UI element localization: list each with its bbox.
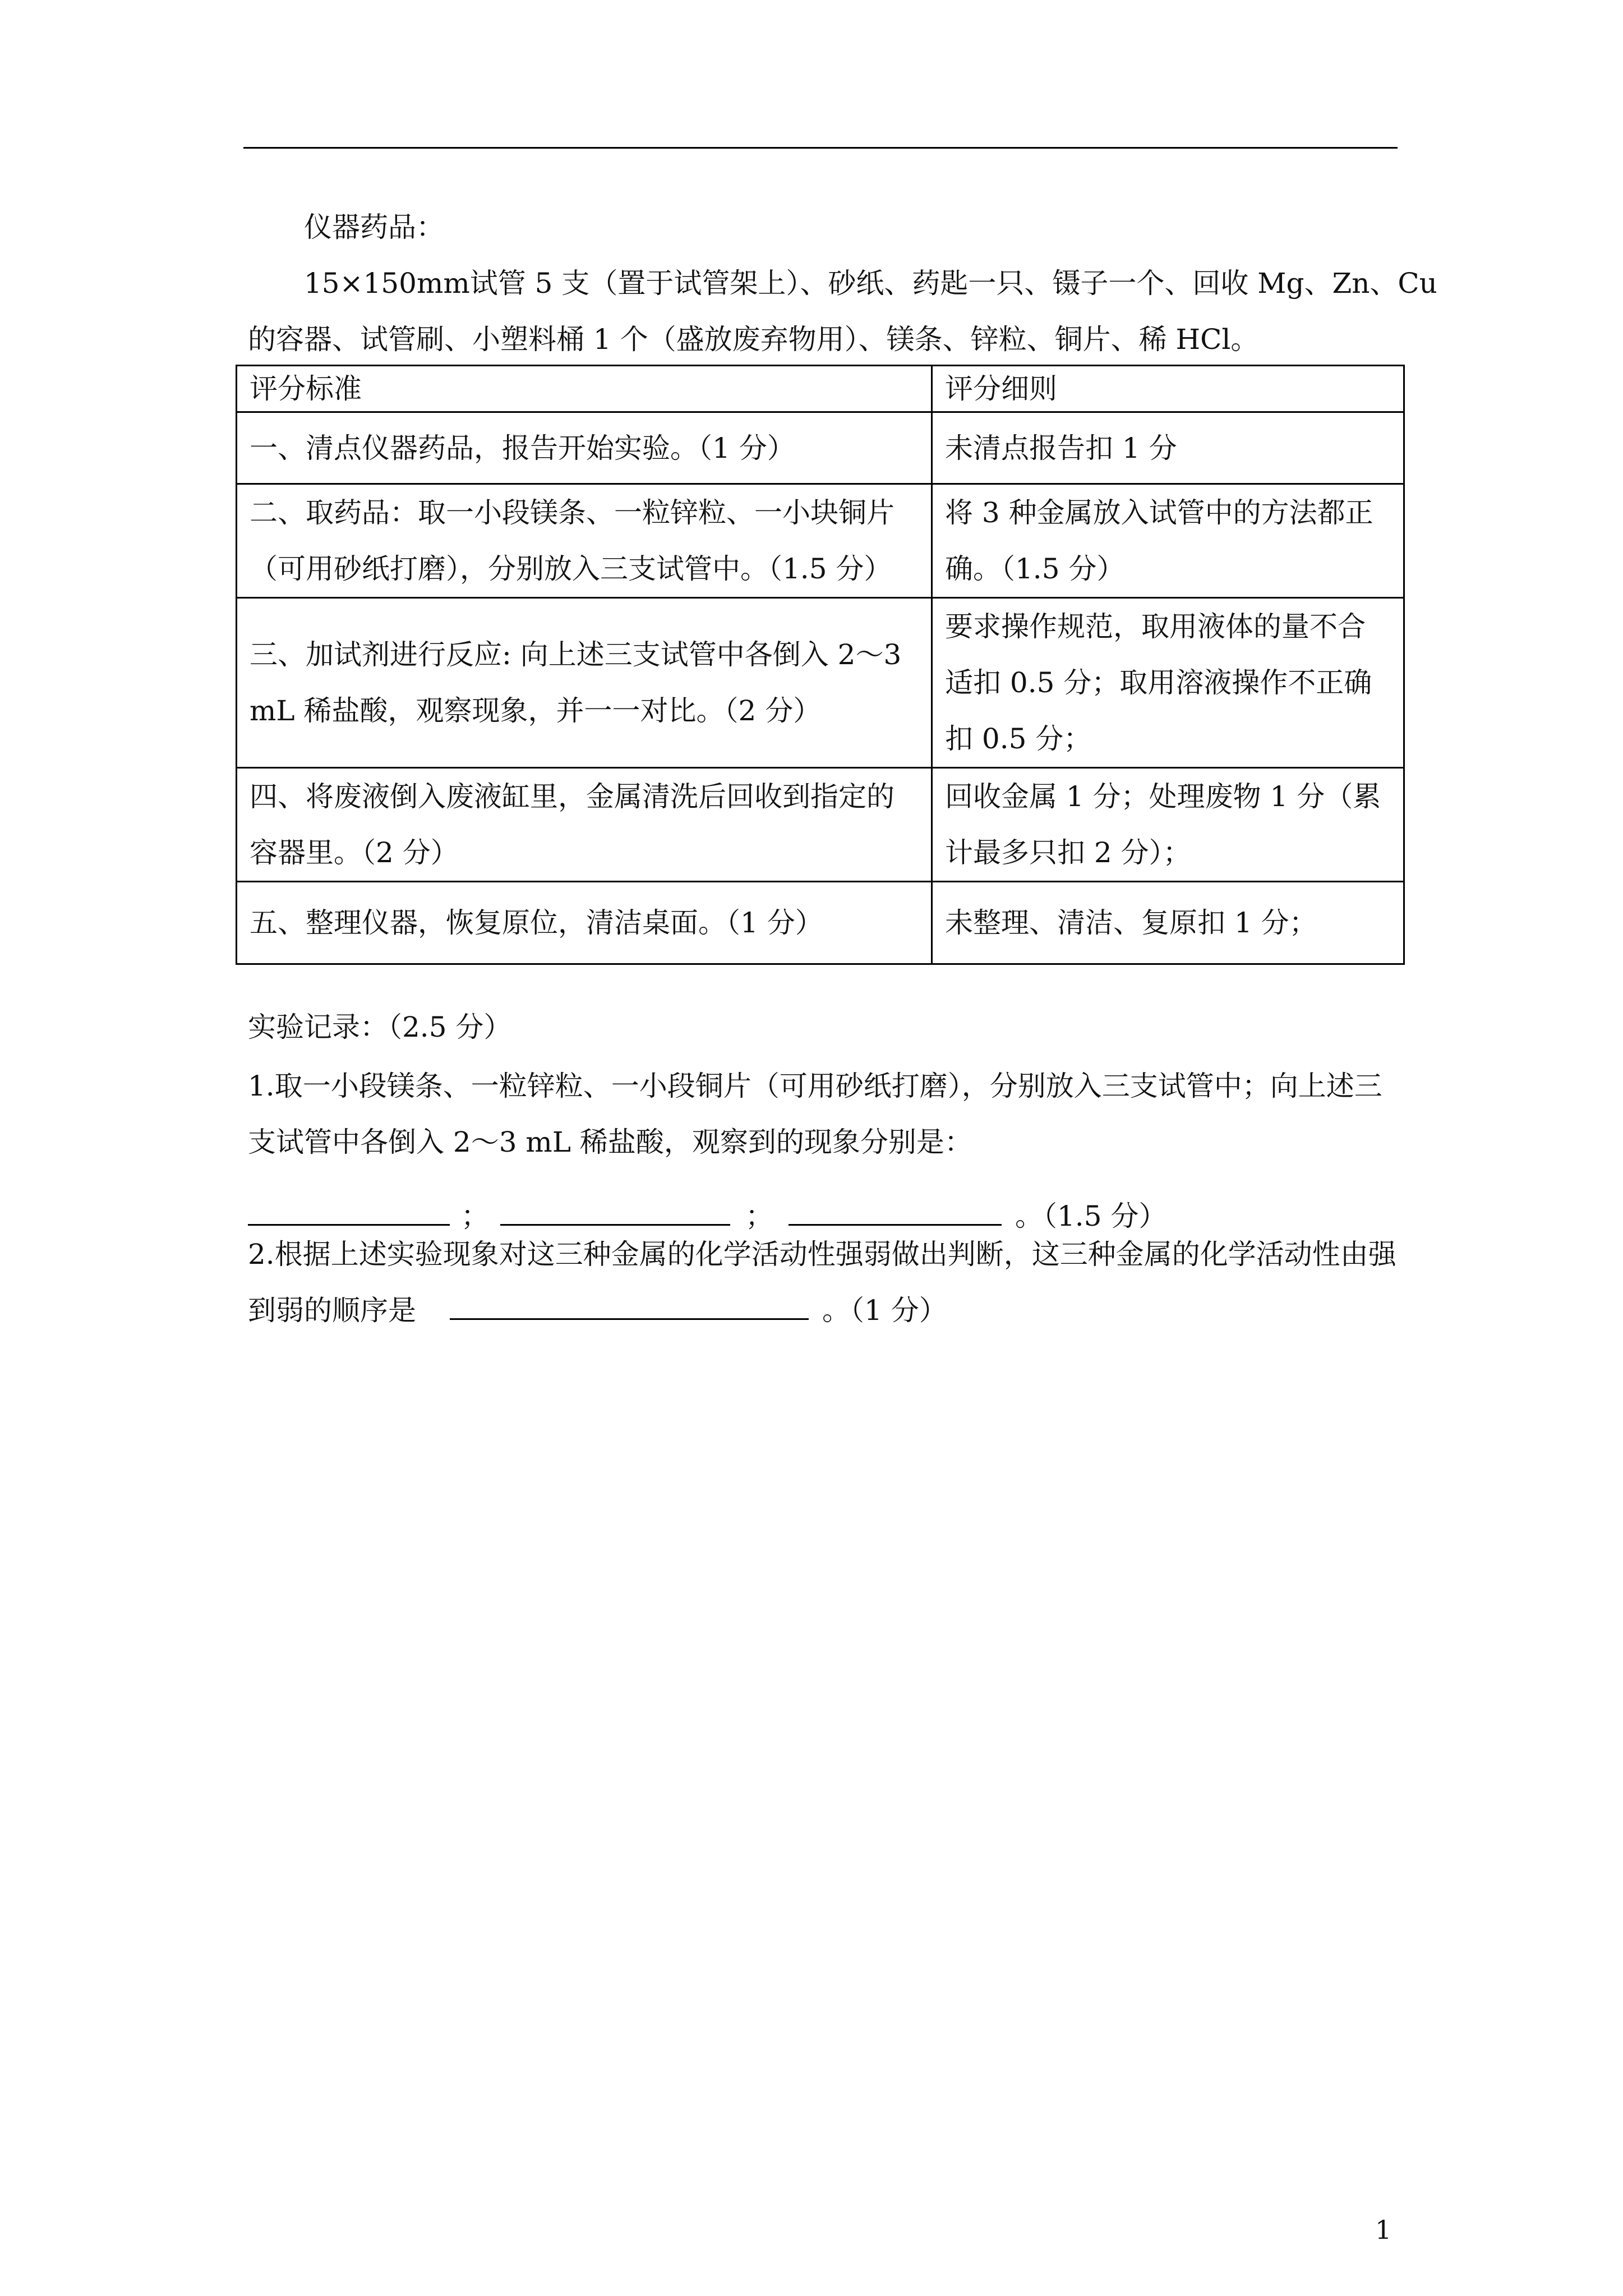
criterion-cell: 五、整理仪器，恢复原位，清洁桌面。（1 分） (237, 882, 932, 964)
criterion-cell: 四、将废液倒入废液缸里，金属清洗后回收到指定的容器里。（2 分） (237, 768, 932, 882)
table-row (237, 768, 1404, 882)
detail-cell: 未整理、清洁、复原扣 1 分； (932, 882, 1404, 964)
detail-cell: 未清点报告扣 1 分 (932, 412, 1404, 484)
detail-cell: 要求操作规范，取用液体的量不合适扣 0.5 分；取用溶液操作不正确扣 0.5 分； (932, 598, 1404, 768)
question-2-text: 2.根据上述实验现象对这三种金属的化学活动性强弱做出判断，这三种金属的化学活动性由强到弱的顺序是 (248, 1238, 1396, 1327)
answer-blank-4[interactable] (450, 1296, 809, 1320)
criterion-cell: 二、取药品：取一小段镁条、一粒锌粒、一小块铜片（可用砂纸打磨），分别放入三支试管中。（1.5 分） (237, 484, 932, 598)
answer-separator: ； (461, 1200, 489, 1232)
page-number: 1 (1375, 2215, 1392, 2245)
answer-blank-3[interactable] (789, 1202, 1002, 1226)
criterion-cell: 三、加试剂进行反应: 向上述三支试管中各倒入 2～3 mL 稀盐酸，观察现象，并一一对比。（2 分） (237, 598, 932, 768)
table-row (237, 484, 1404, 598)
table-row (237, 882, 1404, 964)
criterion-cell: 一、清点仪器药品，报告开始实验。（1 分） (237, 412, 932, 484)
question-2 (248, 1226, 1398, 1338)
header-details: 评分细则 (932, 366, 1404, 412)
detail-cell: 将 3 种金属放入试管中的方法都正确。（1.5 分） (932, 484, 1404, 598)
answer-blank-2[interactable] (500, 1202, 730, 1226)
materials-line-1: 15×150mm试管 5 支（置于试管架上）、砂纸、药匙一只、镊子一个、回收 Mg、Zn、Cu (304, 267, 1437, 300)
record-heading: 实验记录：（2.5 分） (248, 1011, 512, 1043)
header-criteria: 评分标准 (237, 366, 932, 412)
table-row (237, 412, 1404, 484)
header-rule (243, 147, 1398, 149)
materials-heading: 仪器药品： (304, 211, 444, 243)
question-1-tail: 。（1.5 分） (1015, 1200, 1167, 1232)
materials-line-2: 的容器、试管刷、小塑料桶 1 个（盛放废弃物用）、镁条、锌粒、铜片、稀 HCl。 (248, 323, 1259, 356)
question-2-tail: 。（1 分） (822, 1294, 947, 1327)
answer-separator: ； (745, 1200, 773, 1232)
table-header-row (237, 366, 1404, 412)
detail-cell: 回收金属 1 分；处理废物 1 分（累计最多只扣 2 分）； (932, 768, 1404, 882)
scoring-table (236, 365, 1405, 965)
answer-blank-1[interactable] (248, 1202, 450, 1226)
table-row (237, 598, 1404, 768)
question-1-text: 1.取一小段镁条、一粒锌粒、一小段铜片（可用砂纸打磨），分别放入三支试管中；向上述三支试管中各倒入 2～3 mL 稀盐酸，观察到的现象分别是： (248, 1070, 1382, 1158)
